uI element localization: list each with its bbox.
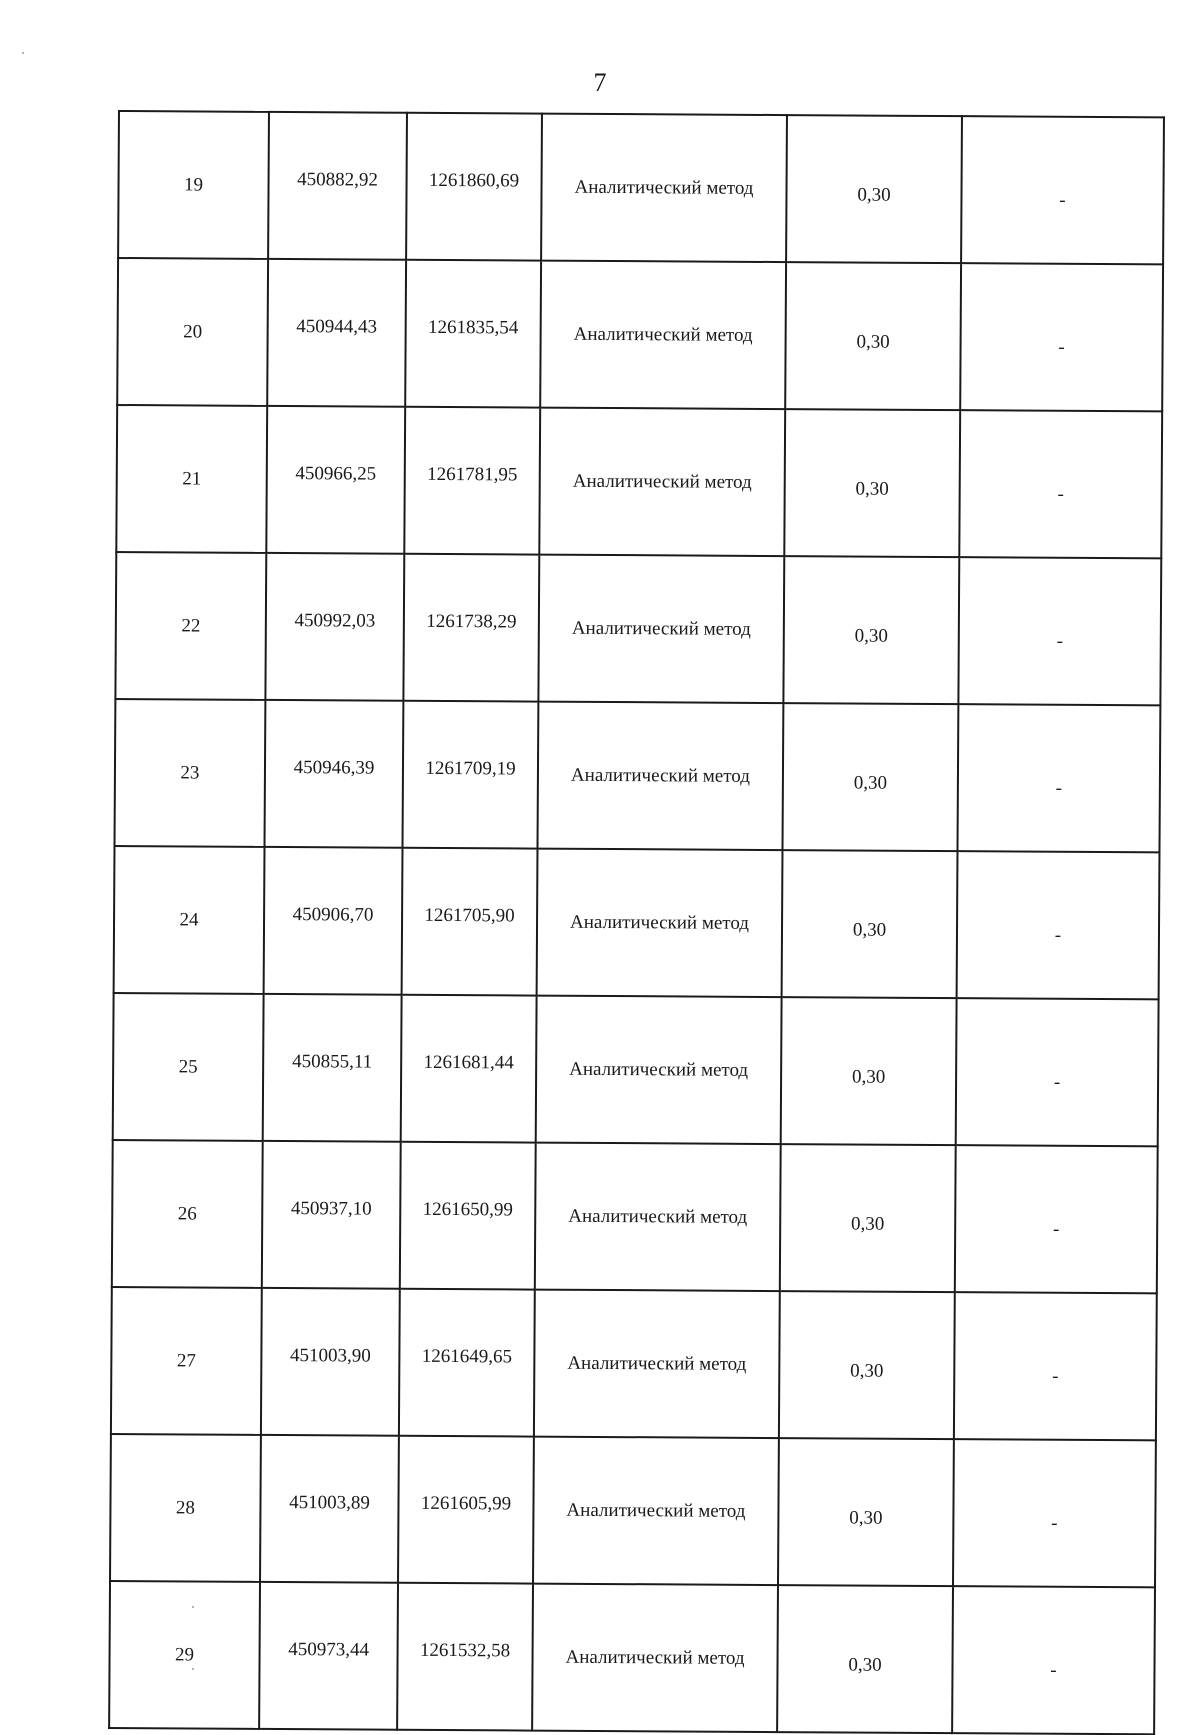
coord-x: 450966,25 (266, 406, 405, 554)
error-value: 0,30 (782, 703, 958, 851)
method: Аналитический метод (538, 555, 784, 703)
method: Аналитический метод (536, 996, 782, 1144)
coord-x: 450992,03 (265, 553, 404, 701)
method: Аналитический метод (539, 408, 785, 556)
table-row (112, 1140, 1158, 1293)
point-number: 21 (116, 405, 267, 553)
point-number: 23 (115, 699, 266, 847)
note: - (957, 704, 1160, 852)
coord-x: 450882,92 (268, 112, 407, 260)
note: - (959, 410, 1162, 558)
table-row (110, 1434, 1156, 1587)
point-number: 25 (113, 993, 264, 1141)
method: Аналитический метод (534, 1290, 780, 1438)
coord-y: 1261781,95 (404, 407, 540, 555)
point-number: 24 (114, 846, 265, 994)
coord-y: 1261709,19 (402, 701, 538, 849)
note: - (958, 557, 1161, 705)
coord-x: 450937,10 (262, 1141, 401, 1289)
error-value: 0,30 (780, 1144, 956, 1292)
table-row (111, 1287, 1157, 1440)
method: Аналитический метод (535, 1143, 781, 1291)
coord-x: 451003,90 (261, 1288, 400, 1436)
coordinates-table (108, 110, 1165, 1735)
coord-x: 451003,89 (260, 1435, 399, 1583)
point-number: 26 (112, 1140, 263, 1288)
point-number: 22 (115, 552, 266, 700)
method: Аналитический метод (540, 261, 786, 409)
note: - (960, 263, 1163, 411)
coord-x: 450855,11 (263, 994, 402, 1142)
method: Аналитический метод (532, 1584, 778, 1732)
scan-speck (22, 52, 24, 54)
point-number: 28 (110, 1434, 261, 1582)
error-value: 0,30 (784, 409, 960, 557)
coord-y: 1261738,29 (403, 554, 539, 702)
note: - (957, 851, 1160, 999)
note: - (955, 1145, 1158, 1293)
error-value: 0,30 (777, 1585, 953, 1733)
point-number: 29 (109, 1581, 260, 1729)
coord-x: 450906,70 (264, 847, 403, 995)
note: - (954, 1292, 1157, 1440)
coord-y: 1261605,99 (398, 1436, 534, 1584)
table-row (118, 111, 1164, 264)
error-value: 0,30 (782, 850, 958, 998)
coord-y: 1261532,58 (397, 1583, 533, 1731)
table-row (117, 258, 1163, 411)
coord-y: 1261650,99 (400, 1142, 536, 1290)
table-row (113, 993, 1159, 1146)
coord-y: 1261681,44 (401, 995, 537, 1143)
table-row (109, 1581, 1155, 1734)
error-value: 0,30 (783, 556, 959, 704)
error-value: 0,30 (781, 997, 957, 1145)
point-number: 27 (111, 1287, 262, 1435)
scan-speck (192, 1668, 194, 1670)
error-value: 0,30 (779, 1291, 955, 1439)
coord-x: 450946,39 (265, 700, 404, 848)
table-row (114, 846, 1160, 999)
page-number: 7 (593, 68, 607, 97)
method: Аналитический метод (537, 849, 783, 997)
point-number: 19 (118, 111, 269, 259)
scan-speck (192, 1606, 194, 1608)
table-row (115, 552, 1161, 705)
table-row (116, 405, 1162, 558)
note: - (952, 1586, 1155, 1734)
coord-y: 1261860,69 (406, 113, 542, 261)
coord-y: 1261649,65 (399, 1289, 535, 1437)
coord-x: 450973,44 (259, 1582, 398, 1730)
note: - (953, 1439, 1156, 1587)
error-value: 0,30 (778, 1438, 954, 1586)
method: Аналитический метод (541, 114, 787, 262)
coord-y: 1261705,90 (402, 848, 538, 996)
error-value: 0,30 (786, 115, 962, 263)
point-number: 20 (117, 258, 268, 406)
method: Аналитический метод (537, 702, 783, 850)
coord-y: 1261835,54 (405, 260, 541, 408)
table-row (115, 699, 1161, 852)
method: Аналитический метод (533, 1437, 779, 1585)
error-value: 0,30 (785, 262, 961, 410)
coord-x: 450944,43 (267, 259, 406, 407)
note: - (956, 998, 1159, 1146)
note: - (961, 116, 1164, 264)
